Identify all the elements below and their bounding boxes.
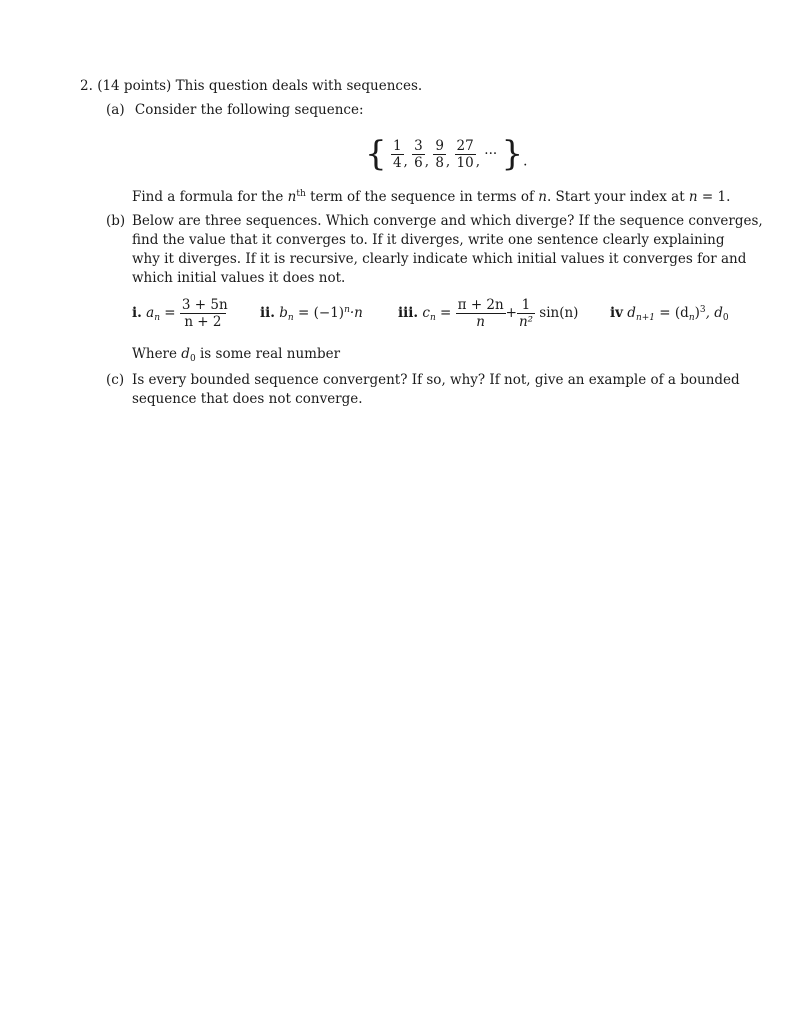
sequence-term: $\frac{1}{4}$: [392, 137, 402, 171]
left-brace: {: [365, 134, 387, 174]
sequence-ellipsis: ···: [484, 146, 498, 162]
sequence-term: $\frac{3}{6}$: [414, 137, 423, 171]
right-brace: }: [501, 134, 524, 174]
part-a-prompt: [106, 101, 364, 120]
part-a-instruction: Find a formula for the $n^{th}$ term of the sequence in terms of n. Start your index at n = 1.: [132, 189, 731, 205]
question-number: 2.: [80, 78, 93, 94]
sequence-item-iv: iv $d_{n+1} = (d_n)^3$, $d_0$: [610, 305, 729, 323]
question-points: (14 points): [97, 78, 172, 94]
part-b-text: Below are three sequences. Which converge and which diverge? If the sequence converges, find the value that it converges to. If it diverges, write one sentence clearly explaining why it diverges. If it is recursive, clearly indicate which initial values it converges for and which initial values it does not.: [132, 213, 763, 286]
where-note: Where $d_0$ is some real number: [132, 346, 341, 364]
part-a-text: Consider the following sequence:: [134, 102, 364, 118]
part-c-text: Is every bounded sequence convergent? If so, why? If not, give an example of a bounded sequence that does not converge.: [132, 372, 740, 407]
part-b-label: (b): [106, 213, 126, 229]
sequence-item-ii: ii. $b_n = (-1)^n\cdot n$: [260, 305, 363, 323]
sequence-term: $\frac{27}{10}$: [456, 137, 474, 171]
part-a-label: (a): [106, 102, 125, 118]
question-intro: This question deals with sequences.: [175, 78, 423, 94]
sequence-item-i: i. $a_n$ = $\frac{3 + 5n}{n + 2}$: [132, 297, 228, 330]
part-c-label: (c): [106, 372, 125, 388]
sequence-term: $\frac{9}{8}$: [435, 137, 444, 171]
sequence-item-iii: iii. $c_n$ = $\frac{\pi + 2n}{n}$ + $\frac{1}{\text{n²}}$ sin(n): [398, 297, 579, 330]
sequence-display: { $\frac{1}{4}$ , $\frac{3}{6}$ , $\frac{9}{8}$ , $\frac{27}{10}$ , ··· }.: [365, 134, 528, 174]
question-header: [80, 77, 422, 96]
